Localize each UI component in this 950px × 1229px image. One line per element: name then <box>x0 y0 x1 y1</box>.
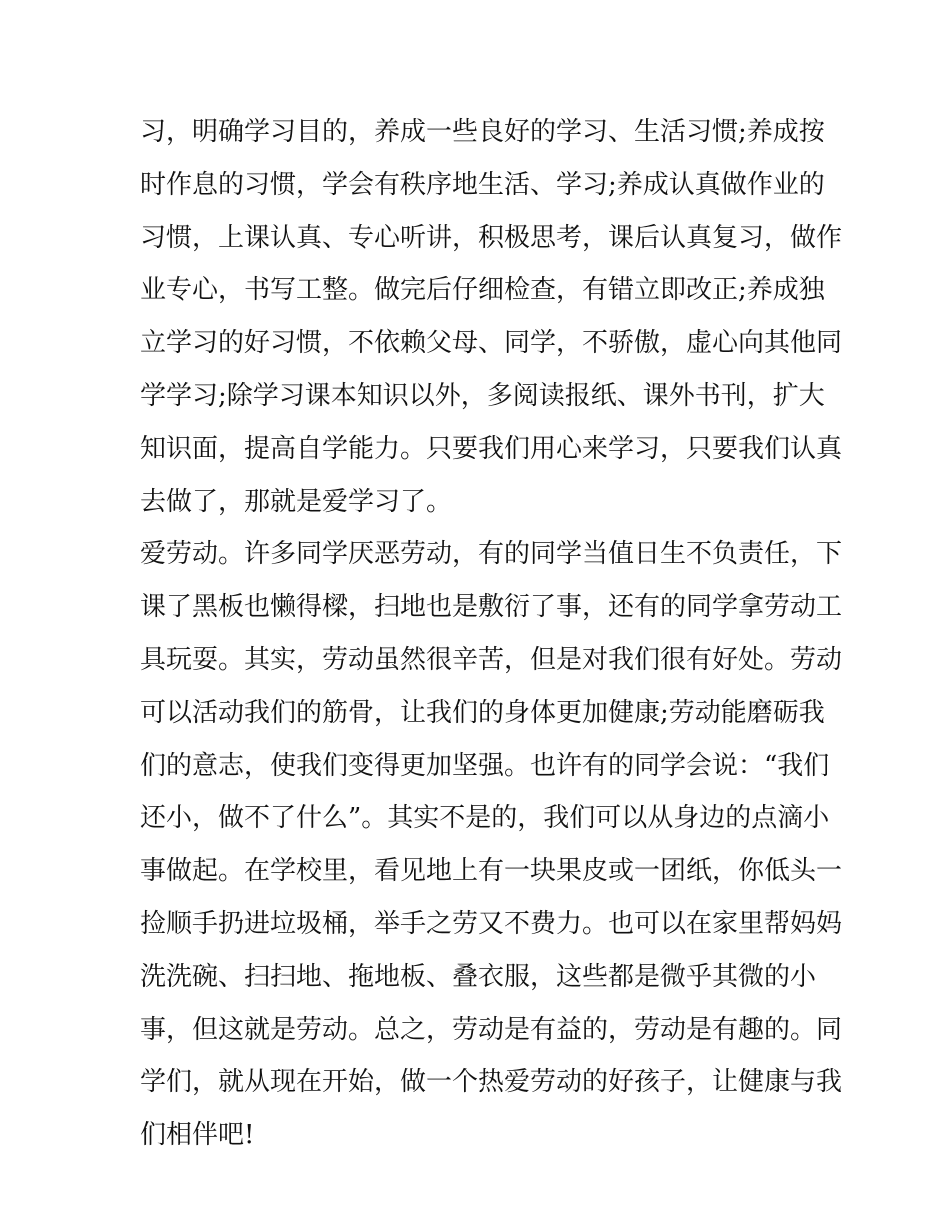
text-line: 课了黑板也懒得樑，扫地也是敷衍了事，还有的同学拿劳动工 <box>140 592 843 623</box>
text-line: 时作息的习惯，学会有秩序地生活、学习;养成认真做作业的 <box>140 169 825 200</box>
text-line: 可以活动我们的筋骨，让我们的身体更加健康;劳动能磨砺我 <box>140 697 825 728</box>
text-line: 事，但这就是劳动。总之，劳动是有益的，劳动是有趣的。同 <box>140 1014 843 1045</box>
text-line: 学们，就从现在开始，做一个热爱劳动的好孩子，让健康与我 <box>140 1067 843 1098</box>
text-line: 们相伴吧! <box>140 1120 255 1151</box>
text-line: 习，明确学习目的，养成一些良好的学习、生活习惯;养成按 <box>140 117 825 147</box>
text-line: 业专心，书写工整。做完后仔细检查，有错立即改正;养成独 <box>140 275 825 306</box>
text-line: 具玩耍。其实，劳动虽然很辛苦，但是对我们很有好处。劳动 <box>140 644 843 675</box>
text-line: 知识面，提高自学能力。只要我们用心来学习，只要我们认真 <box>140 433 843 464</box>
text-line: 去做了，那就是爱学习了。 <box>140 486 453 517</box>
text-line: 爱劳动。许多同学厌恶劳动，有的同学当值日生不负责任，下 <box>140 539 843 570</box>
text-line: 事做起。在学校里，看见地上有一块果皮或一团纸，你低头一 <box>140 856 843 887</box>
body-text <box>140 106 843 1162</box>
text-line: 们的意志，使我们变得更加坚强。也许有的同学会说：“我们 <box>140 750 830 781</box>
text-line: 洗洗碗、扫扫地、拖地板、叠衣服，这些都是微乎其微的小 <box>140 961 817 992</box>
text-line: 捡顺手扔进垃圾桶，举手之劳又不费力。也可以在家里帮妈妈 <box>140 908 843 939</box>
text-line: 立学习的好习惯，不依赖父母、同学，不骄傲，虚心向其他同 <box>140 328 843 359</box>
text-line: 学学习;除学习课本知识以外，多阅读报纸、课外书刊，扩大 <box>140 380 825 411</box>
text-line: 习惯，上课认真、专心听讲，积极思考，课后认真复习，做作 <box>140 222 843 253</box>
text-line: 还小，做不了什么”。其实不是的，我们可以从身边的点滴小 <box>140 803 830 834</box>
